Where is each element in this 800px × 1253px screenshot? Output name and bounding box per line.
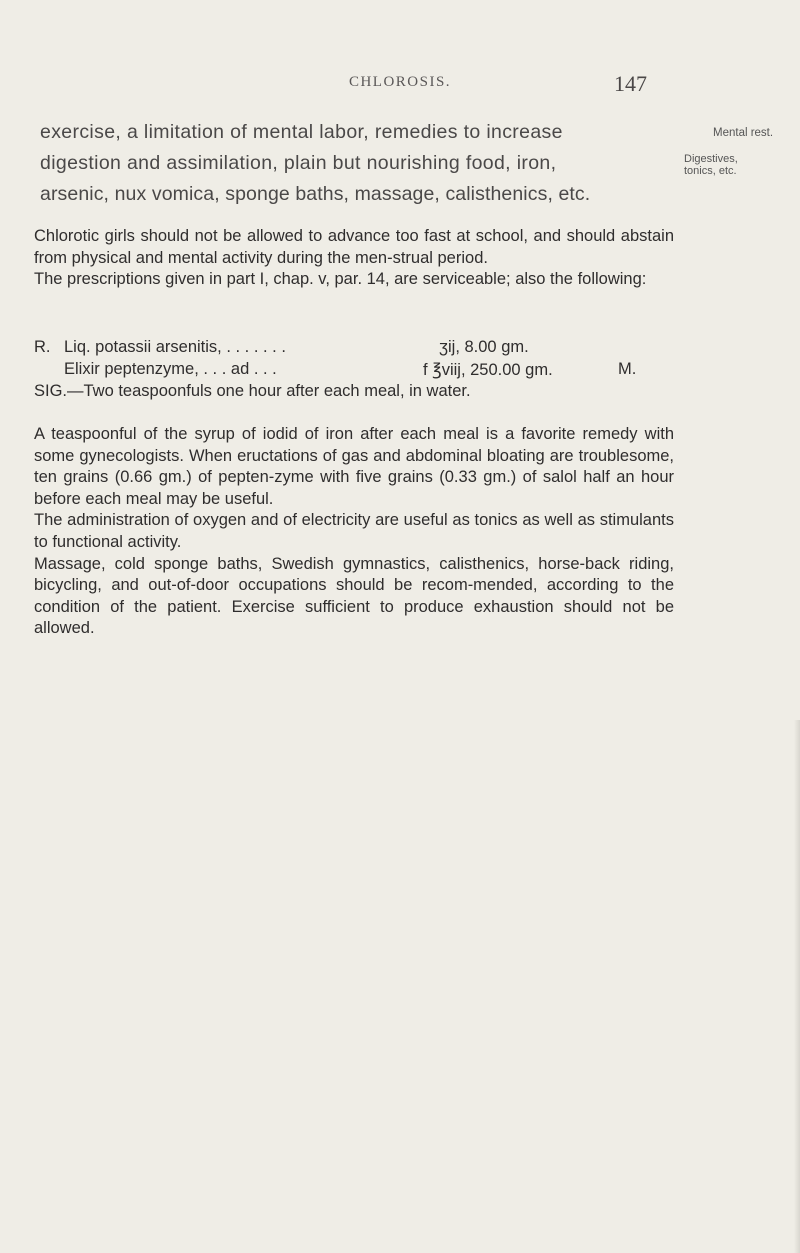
opening-line-3: arsenic, nux vomica, sponge baths, massage, calisthenics, etc. [40, 183, 591, 205]
paragraph-block-1 [34, 226, 674, 291]
running-title: CHLOROSIS. [348, 74, 452, 90]
margin-note-digestives: Digestives, [684, 153, 738, 165]
paragraph-massage: Massage, cold sponge baths, Swedish gymnastics, calisthenics, horse-back riding, bicycling, and out-of-door occupations should be recom-mended, according to the condition of the patient. Exercise sufficient to produce exhaustion should not be allowed. [34, 554, 674, 638]
rx-drug-1: Liq. potassii arsenitis, . . . . . . . [64, 338, 286, 356]
paragraph-chlorotic-girls: Chlorotic girls should not be allowed to advance too fast at school, and should abstain from physical and mental activity during the men-strual period. [34, 227, 674, 267]
paragraph-block-2 [34, 424, 674, 640]
opening-line-2: digestion and assimilation, plain but nourishing food, iron, [40, 152, 557, 174]
rx-drug-2: Elixir peptenzyme, . . . ad . . . [64, 360, 277, 378]
running-head [0, 71, 800, 98]
page-number: 147 [614, 71, 647, 96]
rx-signature-directions: SIG.—Two teaspoonfuls one hour after each meal, in water. [34, 382, 471, 400]
rx-symbol: R. [34, 338, 51, 356]
rx-amount-1: ʒij, 8.00 gm. [439, 338, 529, 356]
rx-amount-2: f ℥viij, 250.00 gm. [423, 361, 553, 379]
paragraph-syrup-iodid: A teaspoonful of the syrup of iodid of iron after each meal is a favorite remedy with some gynecologists. When eructations of gas and abdominal bloating are troublesome, ten grains (0.66 gm.) of pepten-zyme with five grains (0.33 gm.) of salol half an hour before each meal may be useful. [34, 425, 674, 508]
scan-edge-shadow [794, 720, 800, 1253]
margin-note-mental-rest: Mental rest. [713, 127, 774, 139]
margin-note-tonics: tonics, etc. [684, 165, 737, 177]
rx-mix-suffix: M. [618, 360, 637, 378]
paragraph-oxygen-electricity: The administration of oxygen and of electricity are useful as tonics as well as stimulants to functional activity. [34, 511, 674, 551]
opening-line-1: exercise, a limitation of mental labor, remedies to increase [40, 121, 563, 143]
paragraph-prescriptions: The prescriptions given in part I, chap. v, par. 14, are serviceable; also the following: [34, 270, 647, 289]
